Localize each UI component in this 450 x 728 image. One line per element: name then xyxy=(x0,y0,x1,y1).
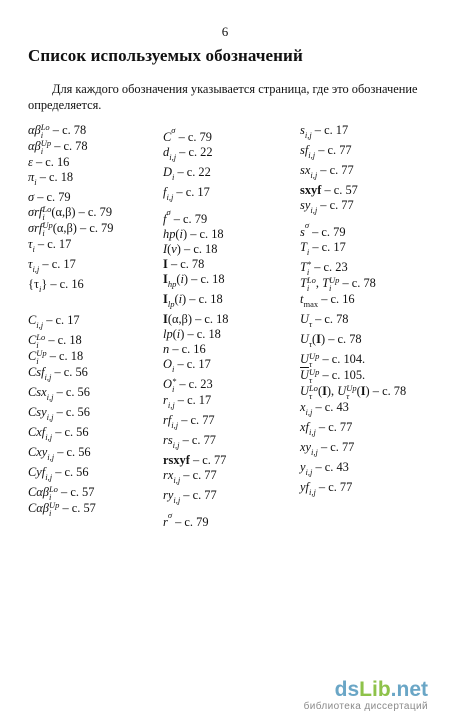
notation-entry: O * i – с. 23 xyxy=(163,376,213,394)
notation-entry: T Lo i , T Up i – с. 78 xyxy=(300,275,376,293)
notation-entry: I – с. 78 xyxy=(163,257,205,271)
notation-entry: lp(i) – с. 18 xyxy=(163,327,221,341)
notation-entry: $d_{i,j}$ – с. 22 xyxy=(163,145,213,162)
notation-entry: Cxy$_{i,j}$ – с. 56 xyxy=(28,445,91,462)
notation-entry: σ – с. 79 xyxy=(28,190,71,204)
notation-entry: αβ Up i – с. 78 xyxy=(28,138,88,156)
notation-entry: $rs_{i,j}$ – с. 77 xyxy=(163,433,217,450)
notation-entry: $y_{i,j}$ – с. 43 xyxy=(300,460,349,477)
notation-entry: Cxf$_{i,j}$ – с. 56 xyxy=(28,425,89,442)
notation-entry: $I_{hp}(i)$ – с. 18 xyxy=(163,272,225,289)
notation-entry: Csx$_{i,j}$ – с. 56 xyxy=(28,385,90,402)
notation-column-2 xyxy=(163,123,228,530)
notation-entry: I(α,β) – с. 18 xyxy=(163,312,229,326)
notation-entry: $xf_{i,j}$ – с. 77 xyxy=(300,420,353,437)
notation-entry: $r_{i,j}$ – с. 17 xyxy=(163,393,212,410)
notation-entry: Cyf$_{i,j}$ – с. 56 xyxy=(28,465,89,482)
notation-entry: U Up τ – с. 104. xyxy=(300,351,366,369)
notation-entry: $s^\sigma$ – с. 79 xyxy=(300,220,346,239)
notation-entry: $r^\sigma$ – с. 79 xyxy=(163,510,209,529)
page-number: 6 xyxy=(221,24,229,39)
notation-entry: U Lo τ (I), U Up τ (I) – с. 78 xyxy=(300,383,407,401)
notation-entry: Csy$_{i,j}$ – с. 56 xyxy=(28,405,90,422)
notation-entry: Cαβ Lo i – с. 57 xyxy=(28,484,95,502)
page-title: Список используемых обозначений xyxy=(28,46,303,65)
notation-entry: sxyf – с. 57 xyxy=(300,183,358,197)
notation-entry: $I_{lp}(i)$ – с. 18 xyxy=(163,292,223,309)
notation-column-1 xyxy=(28,123,113,517)
notation-entry: $s_{i,j}$ – с. 17 xyxy=(300,123,349,140)
notation-entry: T * i – с. 23 xyxy=(300,259,348,277)
notation-entry: $f_{i,j}$ – с. 17 xyxy=(163,185,210,202)
notation-entry: $O_i$ – с. 17 xyxy=(163,357,211,374)
notation-entry: $yf_{i,j}$ – с. 77 xyxy=(300,480,353,497)
notation-entry: $sy_{i,j}$ – с. 77 xyxy=(300,198,354,215)
notation-entry: $sf_{i,j}$ – с. 77 xyxy=(300,143,352,160)
notation-entry: $sx_{i,j}$ – с. 77 xyxy=(300,163,354,180)
notation-entry: $x_{i,j}$ – с. 43 xyxy=(300,400,349,417)
notation-entry: $\{\tau_i\}$ – с. 16 xyxy=(28,277,84,294)
notation-entry: $f^\sigma$ – с. 79 xyxy=(163,207,208,226)
notation-entry: C Up i – с. 18 xyxy=(28,348,84,366)
notation-entry: $\tau_i$ – с. 17 xyxy=(28,237,72,254)
notation-entry: $rx_{i,j}$ – с. 77 xyxy=(163,468,217,485)
notation-entry: $xy_{i,j}$ – с. 77 xyxy=(300,440,355,457)
notation-entry: n – с. 16 xyxy=(163,342,206,356)
notation-entry: hp(i) – с. 18 xyxy=(163,227,224,241)
watermark-logo: dsLib.net xyxy=(334,678,428,701)
notation-entry: Cαβ Up i – с. 57 xyxy=(28,500,96,518)
notation-entry: $T_i$ – с. 17 xyxy=(300,240,346,257)
notation-entry: $\pi_i$ – с. 18 xyxy=(28,170,74,187)
notation-entry: $rf_{i,j}$ – с. 77 xyxy=(163,413,215,430)
notation-entry: $U_\tau$ – с. 78 xyxy=(300,312,349,329)
notation-entry: ε – с. 16 xyxy=(28,155,70,169)
notation-entry: $D_i$ – с. 22 xyxy=(163,165,211,182)
notation-entry: σrf Up i (α,β) – с. 79 xyxy=(28,220,114,238)
notation-column-3 xyxy=(300,123,406,500)
notation-entry: C Lo i – с. 18 xyxy=(28,332,82,350)
watermark-subtitle: библиотека диссертаций xyxy=(303,701,428,712)
notation-entry: $t_{max}$ – с. 16 xyxy=(300,292,355,309)
notation-entry: $\tau_{i,j}$ – с. 17 xyxy=(28,257,76,274)
notation-entry: αβ Lo i – с. 78 xyxy=(28,122,87,140)
notation-entry: Csf$_{i,j}$ – с. 56 xyxy=(28,365,88,382)
notation-entry: $C_{i,j}$ – с. 17 xyxy=(28,313,80,330)
notation-entry: $ry_{i,j}$ – с. 77 xyxy=(163,488,217,505)
notation-entry: σrf Lo i (α,β) – с. 79 xyxy=(28,204,113,222)
notation-entry: $U_\tau(I)$ – с. 78 xyxy=(300,332,362,349)
notation-entry: rsxyf – с. 77 xyxy=(163,453,227,467)
watermark xyxy=(304,679,428,712)
notation-entry: I(v) – с. 18 xyxy=(163,242,218,256)
intro-paragraph: Для каждого обозначения указывается страница, где это обозначение определяется. xyxy=(28,82,418,112)
notation-entry: $\overline{U}$ Up τ – с. 105. xyxy=(300,367,366,385)
notation-entry: $C^\sigma$ – с. 79 xyxy=(163,125,212,144)
